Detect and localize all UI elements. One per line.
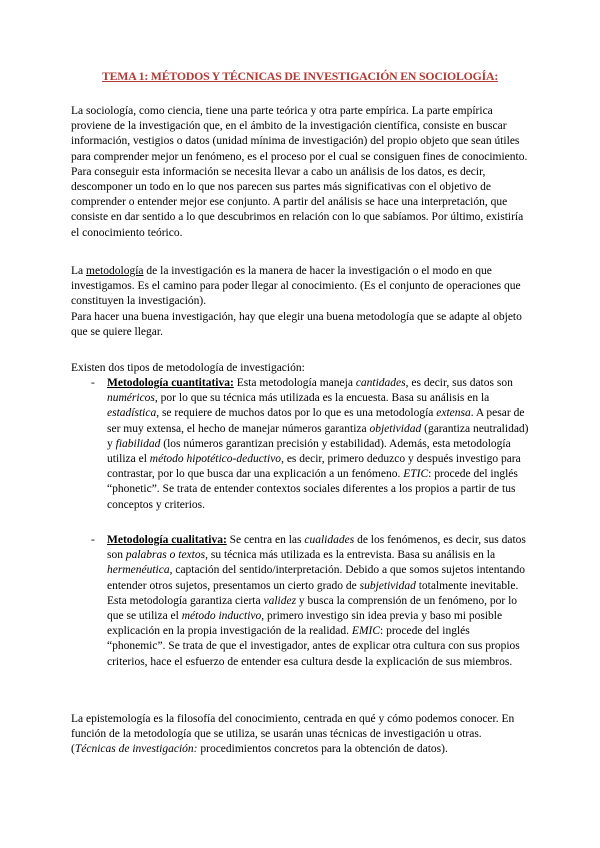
- types-intro: Existen dos tipos de metodología de investigación:: [71, 362, 305, 374]
- qualitative-label: Metodología cualitativa:: [107, 534, 227, 546]
- methodology-term: metodología: [86, 265, 144, 277]
- qualitative-text: Metodología cualitativa: Se centra en las cualidades de los fenómenos, es decir, sus datos son palabras o textos, su técnica más utilizada es la entrevista. Basa su análisis en la hermenéutica, captación del sentido/interpretación. Debido a que somos sujetos intentando entender otros sujetos, presentamos un cierto grado de subjetividad totalmente inevitable. Esta metodología garantiza cierta validez y busca la comprensión de un fenómeno, por lo que se utiliza el método inductivo, primero investigo sin idea previa y baso mi posible explicación en la propia investigación de la realidad. EMIC: procede del inglés “phonemic”. Se trata de que el investigador, antes de explicar otra cultura con sus propios criterios, hace el esfuerzo de entender esa cultura desde la explicación de sus miembros.: [107, 534, 526, 668]
- quantitative-text: Metodología cuantitativa: Esta metodología maneja cantidades, es decir, sus datos son numéricos, por lo que su técnica más utilizada es la encuesta. Basa su análisis en la estadística, se requiere de muchos datos por lo que es una metodología extensa. A pesar de ser muy extensa, el hecho de manejar números garantiza objetividad (garantiza neutralidad) y fiabilidad (los números garantizan precisión y estabilidad). Además, esta metodología utiliza el método hipotético-deductivo, es decir, primero deduzco y después investigo para contrastar, por lo que busca dar una explicación a un fenómeno. ETIC: procede del inglés “phonetic”. Se trata de entender contextos sociales diferentes a los propios a partir de tus conceptos y criterios.: [107, 377, 529, 511]
- quantitative-label: Metodología cuantitativa:: [107, 377, 234, 389]
- list-bullet: -: [91, 377, 95, 389]
- methodology-paragraph: La metodología de la investigación es la manera de hacer la investigación o el modo en que investigamos. Es el camino para poder llegar al conocimiento. (Es el conjunto de operaciones que constituyen la investigación). Para hacer una buena investigación, hay que elegir una buena metodología que se adapte al objeto que se quiere llegar.: [71, 265, 522, 338]
- page-title: TEMA 1: MÉTODOS Y TÉCNICAS DE INVESTIGACIÓN EN SOCIOLOGÍA:: [101, 69, 499, 83]
- list-bullet: -: [91, 534, 95, 546]
- epistemology-paragraph: La epistemología es la filosofía del conocimiento, centrada en qué y cómo podemos conocer. En función de la metodología que se utiliza, se usarán unas técnicas de investigación u otras. (Técnicas de investigación: procedimientos concretos para la obtención de datos).: [71, 713, 515, 756]
- intro-paragraph: La sociología, como ciencia, tiene una parte teórica y otra parte empírica. La parte empírica proviene de la investigación que, en el ámbito de la investigación científica, consiste en buscar información, vestigios o datos (unidad mínima de investigación) del propio objeto que sean útiles para comprender mejor un fenómeno, es el proceso por el cual se consiguen fines de conocimiento. Para conseguir esta información se necesita llevar a cabo un análisis de los datos, es decir, descomponer un todo en lo que nos parecen sus partes más significativas con el objetivo de comprender o entender mejor ese conjunto. A partir del análisis se hace una interpretación, que consiste en dar sentido a lo que descubrimos en relación con lo que sabíamos. Por último, existiría el conocimiento teórico.: [71, 105, 528, 239]
